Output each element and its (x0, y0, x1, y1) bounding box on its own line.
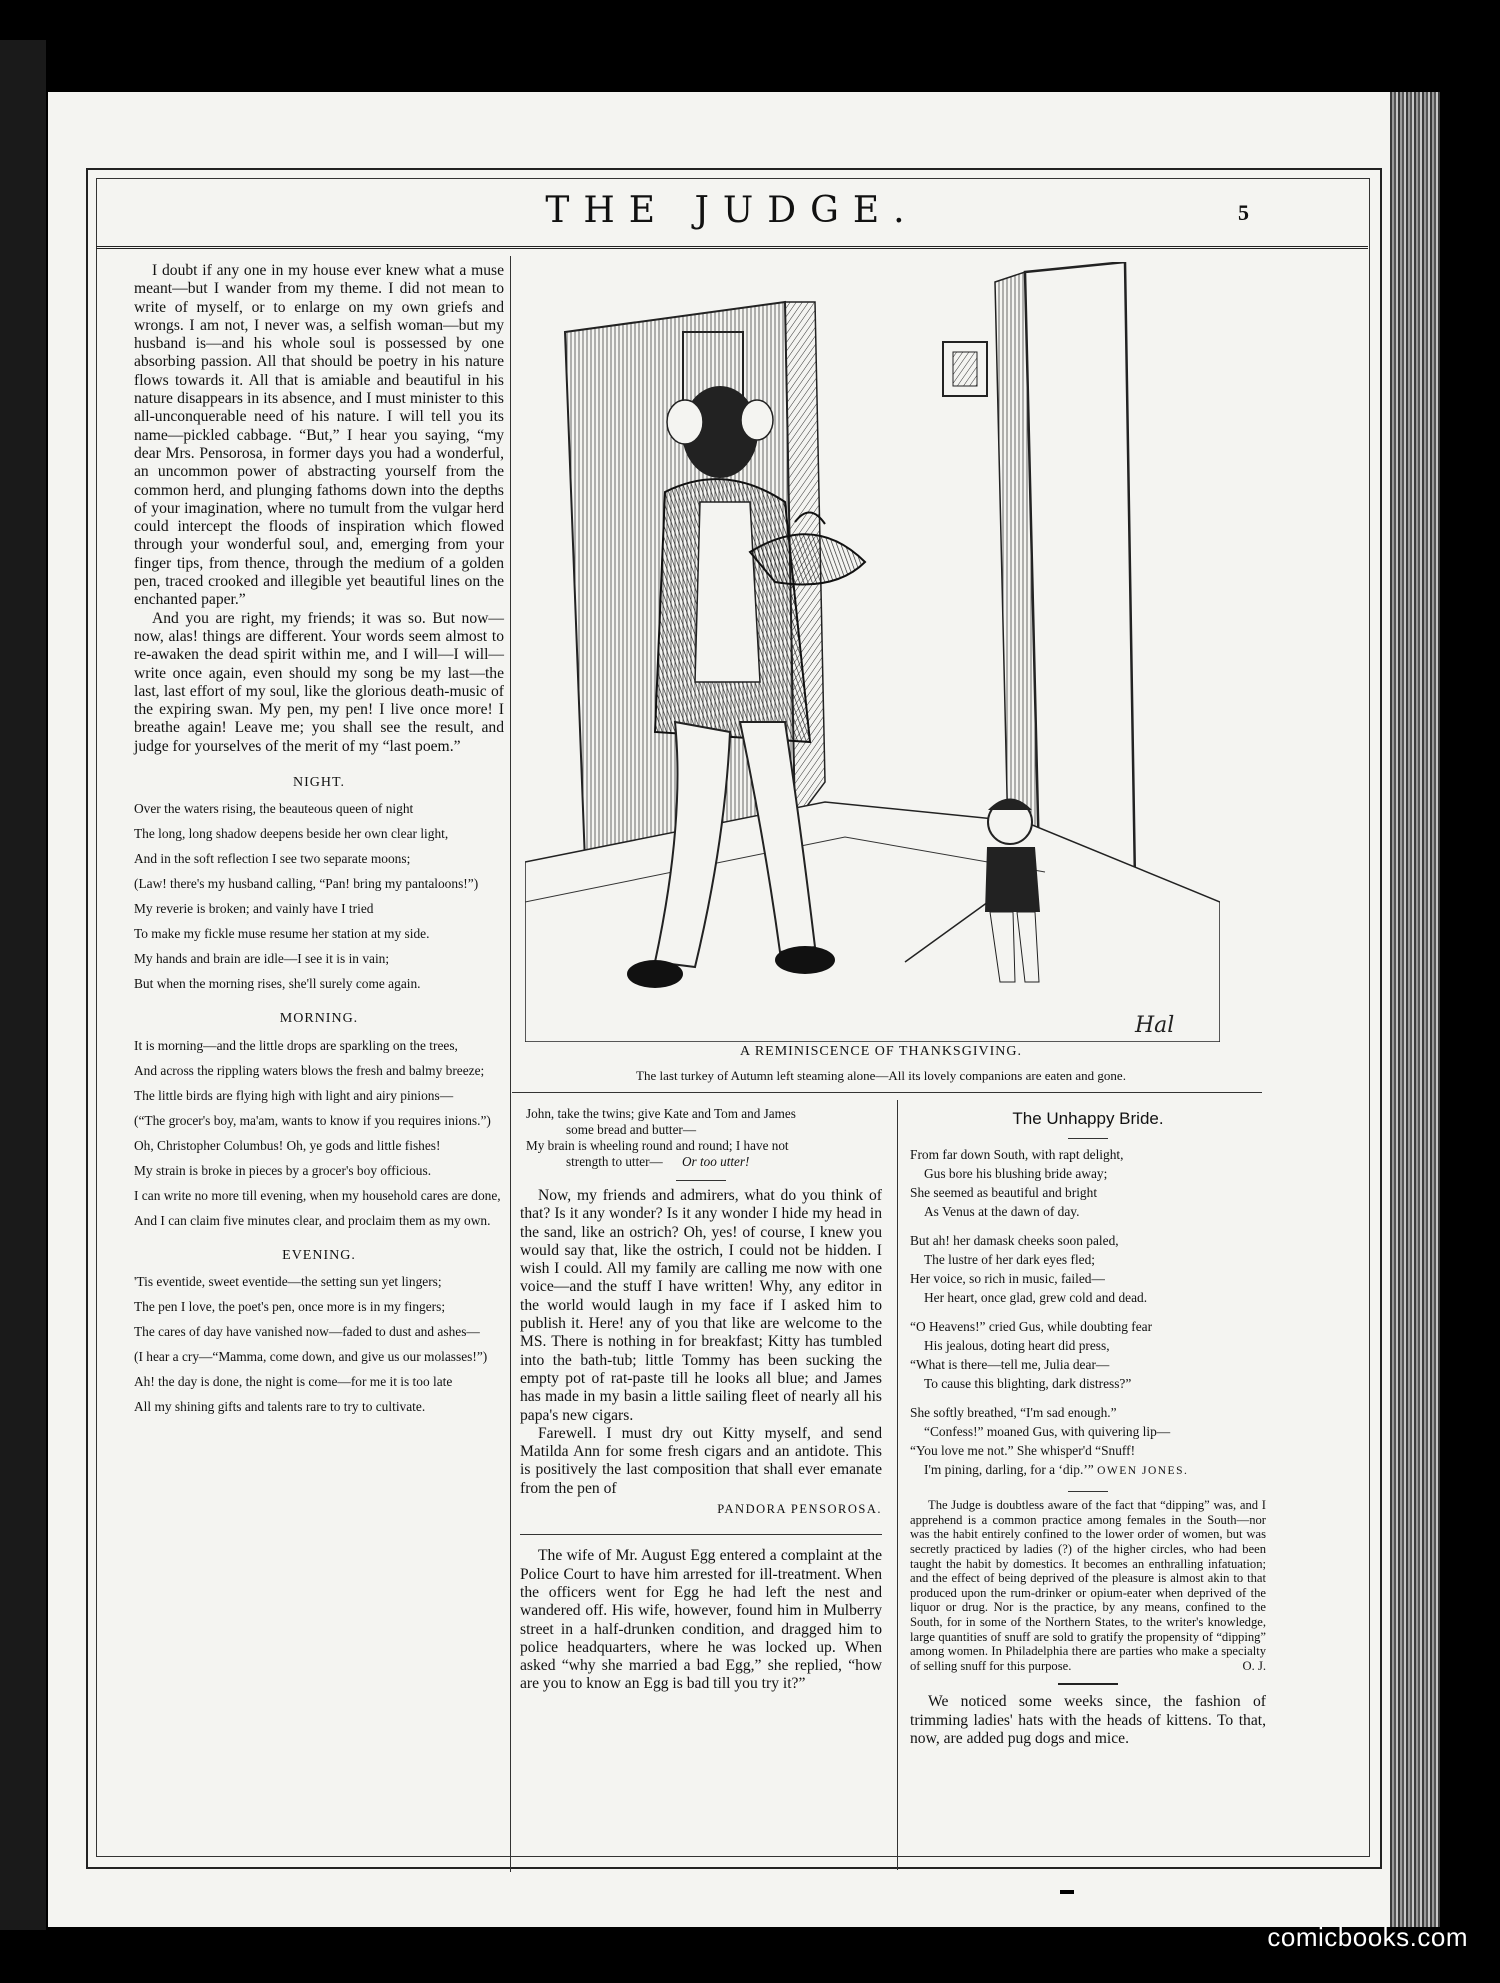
poem-line: (Law! there's my husband calling, “Pan! bring my pantaloons!”) (134, 876, 479, 892)
poem-night (134, 774, 504, 992)
poem-line: “What is there—tell me, Julia dear— (910, 1357, 1110, 1373)
poem-line: His jealous, doting heart did press, (924, 1338, 1110, 1354)
artist-signature: Hal (1135, 1013, 1175, 1038)
illustration-caption-title: A REMINISCENCE OF THANKSGIVING. (740, 1044, 1022, 1059)
poem-line: I can write no more till evening, when my household cares are done, (134, 1187, 501, 1203)
poem-line: Gus bore his blushing bride away; (924, 1166, 1108, 1182)
caption-rule (512, 1092, 1262, 1093)
column-divider (510, 256, 511, 1872)
poem-line: The lustre of her dark eyes fled; (924, 1252, 1096, 1268)
illustration-caption: The last turkey of Autumn left steaming alone—All its lovely companions are eaten and gone. (636, 1068, 1126, 1083)
poem-line: My strain is broke in pieces by a grocer's boy officious. (134, 1162, 432, 1178)
quote-line: My brain is wheeling round and round; I have not (526, 1138, 789, 1153)
poem-line: And I can claim five minutes clear, and proclaim them as my own. (134, 1212, 491, 1228)
masthead-title: THE JUDGE. (545, 190, 919, 231)
poem-line: (“The grocer's boy, ma'am, wants to know if you requires inions.”) (134, 1112, 491, 1128)
poem-line: But ah! her damask cheeks soon paled, (910, 1233, 1119, 1249)
quote-line: strength to utter— (566, 1154, 663, 1169)
poem-line: My reverie is broken; and vainly have I tried (134, 901, 374, 917)
poem-title: MORNING. (279, 1011, 359, 1027)
poem-line: Ah! the day is done, the night is come—for me it is too late (134, 1373, 453, 1389)
poem-line: Her heart, once glad, grew cold and dead. (924, 1290, 1148, 1306)
right-door (1025, 262, 1135, 902)
poem-title: EVENING. (282, 1247, 356, 1263)
column-left (134, 262, 504, 1423)
poem-line: To cause this blighting, dark distress?” (924, 1376, 1132, 1392)
poem-morning (134, 1010, 504, 1228)
poem-line: The long, long shadow deepens beside her own clear light, (134, 826, 449, 842)
poem-author: OWEN JONES. (1097, 1465, 1189, 1478)
poem-line: (I hear a cry—“Mamma, come down, and give us our molasses!”) (134, 1348, 488, 1364)
poem-line: From far down South, with rapt delight, (910, 1147, 1124, 1163)
column-right (910, 1106, 1266, 1748)
poem-evening (134, 1247, 504, 1415)
poem-line: Over the waters rising, the beauteous queen of night (134, 801, 414, 817)
poem-line: But when the morning rises, she'll surely come again. (134, 976, 421, 992)
poem-title: NIGHT. (292, 775, 345, 791)
divider (1058, 1683, 1118, 1685)
divider (1068, 1138, 1108, 1139)
watermark: comicbooks.com (1267, 1922, 1468, 1952)
poem-line: She seemed as beautiful and bright (910, 1185, 1098, 1201)
scan-edge-left (0, 40, 46, 1930)
masthead-rule (96, 246, 1368, 249)
poem-line: I'm pining, darling, for a ‘dip.’” (924, 1462, 1094, 1478)
column-divider (897, 1100, 898, 1870)
poem-line: She softly breathed, “I'm sad enough.” (910, 1405, 1117, 1421)
poem-line: “You love me not.” She whisper'd “Snuff! (910, 1443, 1136, 1459)
author-signature: PANDORA PENSOROSA. (717, 1502, 882, 1517)
poem-line: Her voice, so rich in music, failed— (910, 1271, 1105, 1287)
divider (1068, 1491, 1108, 1492)
poem-line: As Venus at the dawn of day. (924, 1204, 1080, 1220)
divider (520, 1534, 882, 1535)
paragraph: Farewell. I must dry out Kitty myself, and send Matilda Ann for some fresh cigars and an antidote. This is positively the last composition that shall ever emanate from the pen of (520, 1424, 882, 1497)
poem-line: All my shining gifts and talents rare to try to cultivate. (134, 1398, 426, 1414)
book-spine-edge (1390, 92, 1440, 1927)
poem-line: 'Tis eventide, sweet eventide—the setting sun yet lingers; (134, 1273, 442, 1289)
poem-unhappy-bride (910, 1145, 1266, 1481)
paragraph-fashion: We noticed some weeks since, the fashion of trimming ladies' hats with the heads of kittens. To that, now, are added pug dogs and mice. (910, 1693, 1266, 1748)
poem-line: “Confess!” moaned Gus, with quivering lip— (924, 1424, 1171, 1440)
poem-line: To make my fickle muse resume her station at my side. (134, 926, 430, 942)
paragraph: I doubt if any one in my house ever knew what a muse meant—but I wander from my theme. I did not mean to write of myself, or to enlarge on my own griefs and wrongs. I am not, I never was, a selfish woman—but my husband is—and his whole soul is possessed by one absorbing passion. All that should be poetry in his nature flows towards it. All that is amiable and beautiful in his nature disappears in its absence, and I must minister to this all-unconquerable need of his nature. I will tell you its name—pickled cabbage. “But,” I hear you saying, “my dear Mrs. Pensorosa, in former days you had a wonderful, an uncommon power of abstracting yourself from the common herd, and plunging fathoms down into the depths of your imagination, where no tumult from the vulgar herd could intercept the floods of inspiration which flowed through your wonderful soul, and, emerging from your finger tips, from thence, through the medium of a golden pen, traced crooked and illegible yet beautiful lines on the enchanted paper.” (134, 262, 504, 609)
poem-line: The little birds are flying high with light and airy pinions— (134, 1087, 454, 1103)
note-initials: O. J. (1242, 1658, 1266, 1673)
page-number: 5 (1238, 200, 1249, 225)
scan-mark (1060, 1890, 1074, 1894)
poem-line: The cares of day have vanished now—faded to dust and ashes— (134, 1323, 480, 1339)
divider (676, 1180, 726, 1181)
poem-line: And in the soft reflection I see two separate moons; (134, 851, 411, 867)
paragraph: Now, my friends and admirers, what do you think of that? Is it any wonder? Is it any wonder I hide my head in the sand, like an ostrich? Oh, yes! of course, I knew you would say that, like the ostrich, I could not be hidden. I wish I could. All my family are calling me now with one voice—and the stuff I have written! Why, any editor in the world would laugh in my face if I asked him to publish it. Here! any of you that like are welcome to the MS. There is nothing in for breakfast; Kitty has tumbled into the bath-tub; little Tommy has been sucking the empty pot of rat-paste till he looks all blue; and James has made in my basin a little sailing fleet of nearly all his papa's new cigars. (520, 1187, 882, 1424)
quote-line: some bread and butter— (566, 1122, 697, 1137)
poem-title: The Unhappy Bride. (1012, 1109, 1164, 1128)
illustration-thanksgiving (525, 262, 1220, 1042)
paragraph: And you are right, my friends; it was so. But now—now, alas! things are different. Your words seem almost to re-awaken the dead spirit within me, and I will—I will—write once again, even should my song be my last—the last, last effort of my soul, like the glorious death-music of the expiring swan. My pen, my pen! I live once more! I breathe again! Leave me; you shall see the result, and judge for yourselves of the merit of my “last poem.” (134, 609, 504, 755)
quote-line: John, take the twins; give Kate and Tom and James (526, 1106, 796, 1121)
poem-line: It is morning—and the little drops are sparkling on the trees, (134, 1037, 458, 1053)
poem-line: My hands and brain are idle—I see it is in vain; (134, 951, 390, 967)
column-middle (520, 1106, 882, 1694)
poem-fragment (520, 1106, 882, 1170)
poem-line: Oh, Christopher Columbus! Oh, ye gods and little fishes! (134, 1137, 441, 1153)
quote-aside: Or too utter! (682, 1154, 750, 1169)
poem-line: And across the rippling waters blows the fresh and balmy breeze; (134, 1062, 485, 1078)
editorial-note: The Judge is doubtless aware of the fact that “dipping” was, and I apprehend is a common practice among females in the South—nor was the habit entirely confined to the lower order of women, but was secretly practiced by ladies (?) of the higher circles, who had been taught the habit by domestics. It becomes an enthralling infatuation; and the effect of being deprived of the pleasure is almost akin to that produced upon the rum-drinker or opium-eater when deprived of the liquor or drug. Nor is the practice, by any means, confined to the South, for in some of the Northern States, to the writer's knowledge, large quantities of snuff are sold to gratify the propensity of “dipping” among women. In Philadelphia there are parties who make a specialty of selling snuff for this purpose. O. J. (910, 1498, 1266, 1673)
poem-line: The pen I love, the poet's pen, once more is in my fingers; (134, 1298, 446, 1314)
paragraph-egg: The wife of Mr. August Egg entered a complaint at the Police Court to have him arrested for ill-treatment. When the officers went for Egg he had left the nest and wandered off. His wife, however, found him in Mulberry street in a half-drunken condition, and dragged him to police headquarters, where he was locked up. When asked “why she married a bad Egg,” she replied, “how are you to know an Egg is bad till you try it?” (520, 1547, 882, 1693)
poem-line: “O Heavens!” cried Gus, while doubting fear (910, 1319, 1153, 1335)
